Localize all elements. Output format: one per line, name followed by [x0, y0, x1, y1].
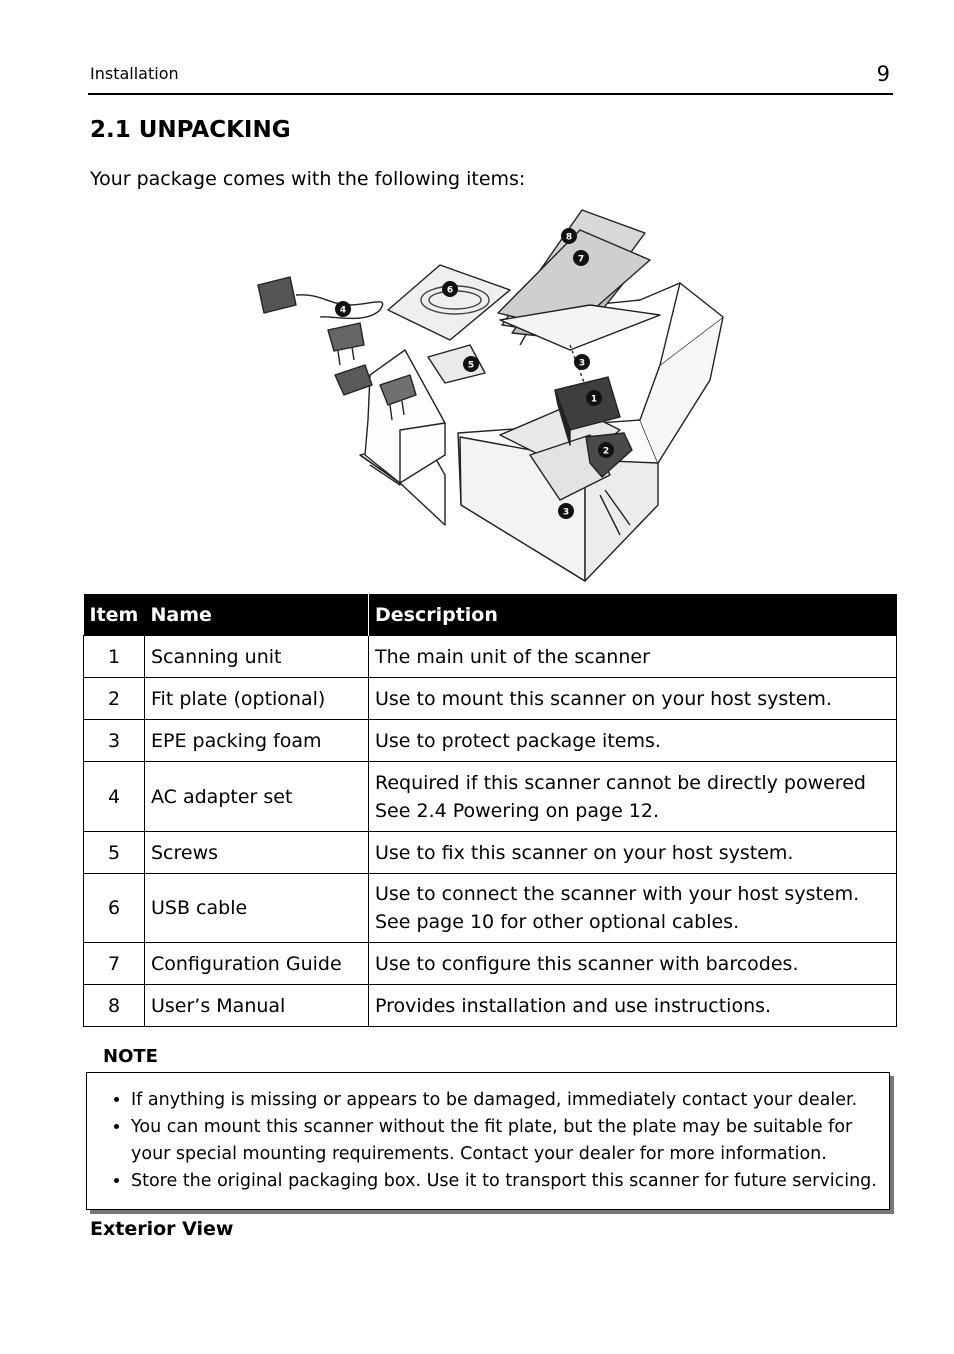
column-header-item: Item	[84, 594, 145, 636]
item-name: Scanning unit	[145, 636, 369, 678]
section-title: 2.1 UNPACKING	[90, 117, 291, 143]
column-header-description: Description	[369, 594, 897, 636]
intro-text: Your package comes with the following items:	[90, 168, 526, 190]
callout-marker	[558, 503, 574, 519]
package-contents-illustration	[240, 205, 730, 583]
item-number: 4	[84, 762, 145, 832]
svg-text:6: 6	[446, 285, 454, 296]
item-name: AC adapter set	[145, 762, 369, 832]
note-item: • You can mount this scanner without the fit plate, but the plate may be suitable for your special mounting requirements. Contact your dealer for more information.	[131, 1114, 889, 1168]
column-header-name: Name	[145, 594, 369, 636]
callout-marker	[573, 250, 589, 266]
callout-marker	[335, 301, 351, 317]
item-description: Use to mount this scanner on your host system.	[369, 678, 897, 720]
item-description: Use to connect the scanner with your host system. See page 10 for other optional cables.	[369, 874, 897, 943]
item-number: 6	[84, 874, 145, 943]
svg-text:4: 4	[339, 305, 347, 316]
item-description: Use to fix this scanner on your host system.	[369, 832, 897, 874]
table-header-row	[84, 594, 897, 636]
callout-marker	[574, 354, 590, 370]
note-item: • Store the original packaging box. Use it to transport this scanner for future servicing.	[131, 1168, 889, 1195]
svg-text:2: 2	[602, 446, 610, 457]
note-label: NOTE	[103, 1046, 158, 1067]
item-number: 8	[84, 985, 145, 1027]
note-list	[87, 1073, 889, 1195]
table-row	[84, 720, 897, 762]
callout-marker	[442, 281, 458, 297]
item-name: EPE packing foam	[145, 720, 369, 762]
item-name: Configuration Guide	[145, 943, 369, 985]
item-name: Screws	[145, 832, 369, 874]
exterior-view-heading: Exterior View	[90, 1218, 234, 1240]
package-items-table	[83, 594, 897, 1027]
table-row	[84, 678, 897, 720]
item-number: 7	[84, 943, 145, 985]
item-description: Use to protect package items.	[369, 720, 897, 762]
svg-text:3: 3	[578, 358, 586, 369]
table-row	[84, 874, 897, 943]
item-number: 1	[84, 636, 145, 678]
note-item: • If anything is missing or appears to be damaged, immediately contact your dealer.	[131, 1087, 889, 1114]
item-description: Use to configure this scanner with barcodes.	[369, 943, 897, 985]
table-row	[84, 762, 897, 832]
table-row	[84, 943, 897, 985]
callout-marker	[463, 356, 479, 372]
page-number: 9	[876, 62, 890, 86]
item-number: 2	[84, 678, 145, 720]
item-description: Required if this scanner cannot be directly powered See 2.4 Powering on page 12.	[369, 762, 897, 832]
svg-text:5: 5	[467, 360, 475, 371]
callout-marker	[561, 228, 577, 244]
item-name: USB cable	[145, 874, 369, 943]
header-divider	[88, 93, 893, 95]
item-number: 5	[84, 832, 145, 874]
item-name: Fit plate (optional)	[145, 678, 369, 720]
svg-text:1: 1	[590, 394, 598, 405]
callout-marker	[598, 442, 614, 458]
table-row	[84, 832, 897, 874]
callout-marker	[586, 390, 602, 406]
table-row	[84, 636, 897, 678]
table-row	[84, 985, 897, 1027]
svg-text:3: 3	[562, 507, 570, 518]
item-description: Provides installation and use instructions.	[369, 985, 897, 1027]
item-description: The main unit of the scanner	[369, 636, 897, 678]
running-header: Installation	[90, 64, 179, 83]
note-box	[86, 1072, 890, 1210]
item-name: User’s Manual	[145, 985, 369, 1027]
svg-text:8: 8	[565, 232, 573, 243]
svg-text:7: 7	[577, 254, 585, 265]
item-number: 3	[84, 720, 145, 762]
